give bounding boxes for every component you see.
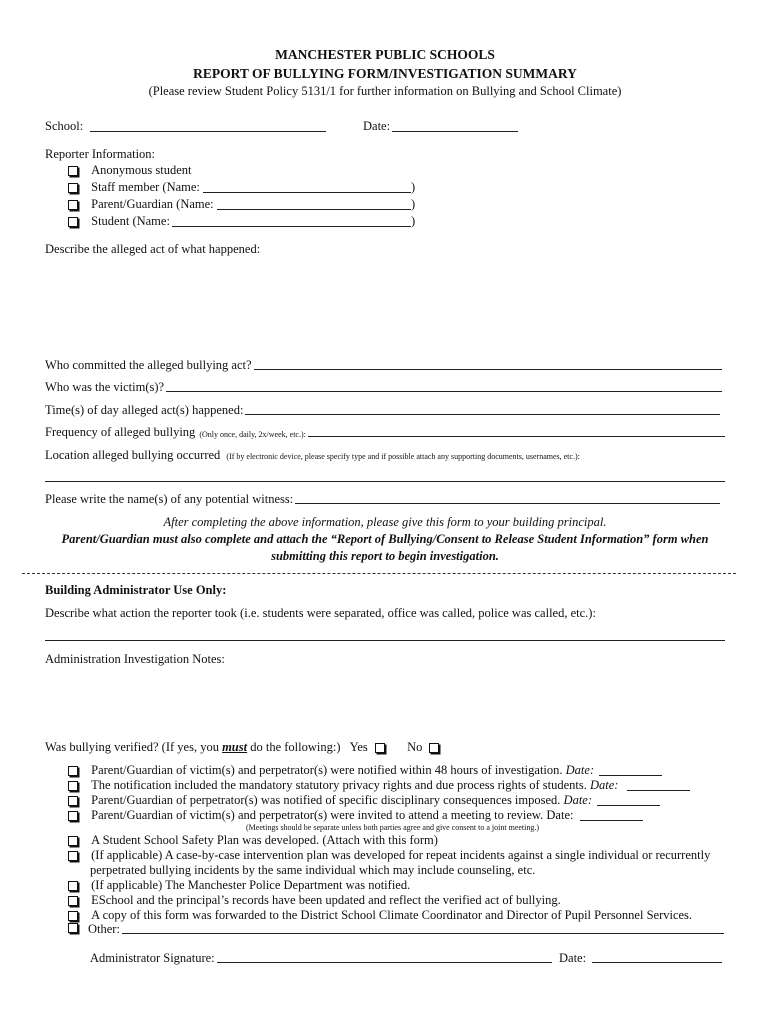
signature-label: Administrator Signature:	[90, 951, 215, 965]
investigation-notes-label: Administration Investigation Notes:	[45, 652, 225, 666]
instruction-give-to-principal: After completing the above information, please give this form to your building principal.	[163, 515, 607, 529]
reporter-option-anonymous[interactable]	[68, 163, 191, 178]
checkbox-icon[interactable]	[68, 217, 78, 227]
checklist-item-label: The notification included the mandatory statutory privacy rights and due process rights of students.	[91, 778, 587, 792]
date-label: Date:	[546, 808, 574, 822]
describe-act-area[interactable]	[45, 258, 725, 354]
location-field[interactable]	[45, 481, 725, 482]
checklist-item[interactable]	[68, 763, 594, 778]
checklist-item[interactable]	[68, 833, 438, 848]
frequency-field[interactable]	[308, 436, 725, 437]
investigation-notes-area[interactable]	[45, 668, 725, 734]
close-paren: )	[411, 197, 416, 211]
checkbox-icon[interactable]	[68, 836, 78, 846]
time-of-day-field[interactable]	[245, 414, 720, 415]
reporter-info-label: Reporter Information:	[45, 147, 156, 161]
describe-act-label: Describe the alleged act of what happened:	[45, 242, 261, 256]
checklist-item-label: ESchool and the principal’s records have been updated and reflect the verified act of bullying.	[91, 893, 561, 907]
who-committed-row	[45, 358, 722, 373]
notification-date-field[interactable]	[599, 775, 662, 776]
witness-label: Please write the name(s) of any potential witness:	[45, 492, 294, 506]
bullying-verified-row	[45, 740, 439, 755]
date-label: Date:	[563, 793, 593, 807]
checkbox-icon[interactable]	[68, 781, 78, 791]
victims-field[interactable]	[166, 391, 722, 392]
who-committed-label: Who committed the alleged bullying act?	[45, 358, 252, 372]
admin-heading: Building Administrator Use Only:	[45, 583, 227, 597]
reporter-action-field[interactable]	[45, 640, 725, 641]
frequency-row	[45, 425, 725, 440]
close-paren: )	[411, 214, 416, 228]
reporter-option-parent[interactable]	[68, 197, 214, 212]
checklist-item-label: A copy of this form was forwarded to the District School Climate Coordinator and Director of Pupil Personnel Services.	[91, 908, 693, 922]
instruction-parent-consent: Parent/Guardian must also complete and attach the “Report of Bullying/Consent to Release Student Information” form when	[61, 532, 709, 546]
checklist-item-other[interactable]	[68, 922, 724, 937]
checkbox-icon[interactable]	[68, 811, 78, 821]
time-of-day-row	[45, 403, 720, 418]
other-field[interactable]	[122, 933, 724, 934]
who-committed-field[interactable]	[254, 369, 722, 370]
checklist-item-label: (If applicable) A case-by-case intervention plan was developed for repeat incidents against a single individual or recurrently	[91, 848, 711, 862]
checklist-item-label: Other:	[88, 922, 120, 936]
checklist-item[interactable]	[68, 893, 561, 908]
privacy-date-field[interactable]	[627, 790, 690, 791]
date-label: Date:	[363, 119, 391, 133]
parent-name-field[interactable]	[217, 209, 411, 210]
frequency-note: (Only once, daily, 2x/week, etc.):	[199, 430, 306, 439]
date-label: Date:	[589, 778, 619, 792]
location-note: (If by electronic device, please specify type and if possible attach any supporting documents, usernames, etc.):	[226, 452, 580, 461]
time-of-day-label: Time(s) of day alleged act(s) happened:	[45, 403, 244, 417]
checklist-item-label: (If applicable) The Manchester Police Department was notified.	[91, 878, 411, 892]
signature-row	[90, 951, 552, 966]
checklist-item[interactable]	[68, 808, 573, 823]
cut-line-divider	[22, 573, 736, 574]
instruction-submitting: submitting this report to begin investigation.	[271, 549, 499, 563]
checkbox-icon[interactable]	[68, 896, 78, 906]
no-checkbox-icon[interactable]	[429, 743, 439, 753]
victims-label: Who was the victim(s)?	[45, 380, 165, 394]
meeting-note: (Meetings should be separate unless both parties agree and give consent to a joint meeting.)	[246, 823, 540, 832]
signature-date-label: Date:	[559, 951, 587, 965]
student-name-field[interactable]	[172, 226, 411, 227]
form-subtitle: (Please review Student Policy 5131/1 for further information on Bullying and School Climate)	[148, 84, 622, 98]
reporter-option-label: Student (Name:	[91, 214, 170, 228]
reporter-option-label: Parent/Guardian (Name:	[91, 197, 214, 211]
witness-field[interactable]	[295, 503, 720, 504]
close-paren: )	[411, 180, 416, 194]
checklist-item[interactable]	[68, 878, 410, 893]
reporter-action-label: Describe what action the reporter took (i.e. students were separated, office was called, police was called, etc.):	[45, 606, 596, 620]
checklist-item[interactable]	[68, 793, 592, 808]
signature-date-row	[559, 951, 722, 966]
reporter-option-staff[interactable]	[68, 180, 200, 195]
staff-name-field[interactable]	[203, 192, 411, 193]
date-label: Date:	[565, 763, 595, 777]
reporter-option-label: Staff member (Name:	[91, 180, 200, 194]
checkbox-icon[interactable]	[68, 881, 78, 891]
witness-row	[45, 492, 720, 507]
checklist-item[interactable]	[68, 908, 692, 923]
yes-label: Yes	[349, 740, 368, 754]
reporter-option-label: Anonymous student	[91, 163, 192, 177]
victims-row	[45, 380, 722, 395]
reporter-option-student[interactable]	[68, 214, 170, 229]
bullying-verified-suffix: do the following:)	[247, 740, 341, 754]
yes-checkbox-icon[interactable]	[375, 743, 385, 753]
checklist-item-label: Parent/Guardian of perpetrator(s) was notified of specific disciplinary consequences imposed.	[91, 793, 561, 807]
checklist-item-continuation: perpetrated bullying incidents by the same individual which may include counseling, etc.	[90, 863, 536, 877]
frequency-label: Frequency of alleged bullying	[45, 425, 196, 439]
location-label: Location alleged bullying occurred	[45, 448, 221, 462]
checkbox-icon[interactable]	[68, 766, 78, 776]
signature-date-field[interactable]	[592, 962, 722, 963]
checklist-item-label: Parent/Guardian of victim(s) and perpetrator(s) were invited to attend a meeting to review.	[91, 808, 544, 822]
no-label: No	[407, 740, 423, 754]
checkbox-icon[interactable]	[68, 911, 78, 921]
checklist-item[interactable]	[68, 848, 710, 863]
must-emphasis: must	[222, 740, 248, 754]
location-row	[45, 448, 580, 463]
form-title: REPORT OF BULLYING FORM/INVESTIGATION SUMMARY	[193, 66, 577, 81]
checklist-item[interactable]	[68, 778, 618, 793]
checkbox-icon[interactable]	[68, 166, 78, 176]
school-label: School:	[45, 119, 84, 133]
checkbox-icon[interactable]	[68, 923, 78, 933]
date-field[interactable]	[392, 131, 518, 132]
school-field[interactable]	[90, 131, 326, 132]
checkbox-icon[interactable]	[68, 796, 78, 806]
district-name: MANCHESTER PUBLIC SCHOOLS	[275, 47, 495, 62]
meeting-date-field[interactable]	[580, 820, 643, 821]
bullying-verified-question: Was bullying verified? (If yes, you	[45, 740, 223, 754]
checkbox-icon[interactable]	[68, 183, 78, 193]
checkbox-icon[interactable]	[68, 851, 78, 861]
checklist-item-label: A Student School Safety Plan was developed. (Attach with this form)	[91, 833, 438, 847]
checkbox-icon[interactable]	[68, 200, 78, 210]
checklist-item-label: Parent/Guardian of victim(s) and perpetrator(s) were notified within 48 hours of investigation.	[91, 763, 563, 777]
signature-field[interactable]	[217, 962, 552, 963]
consequences-date-field[interactable]	[597, 805, 660, 806]
